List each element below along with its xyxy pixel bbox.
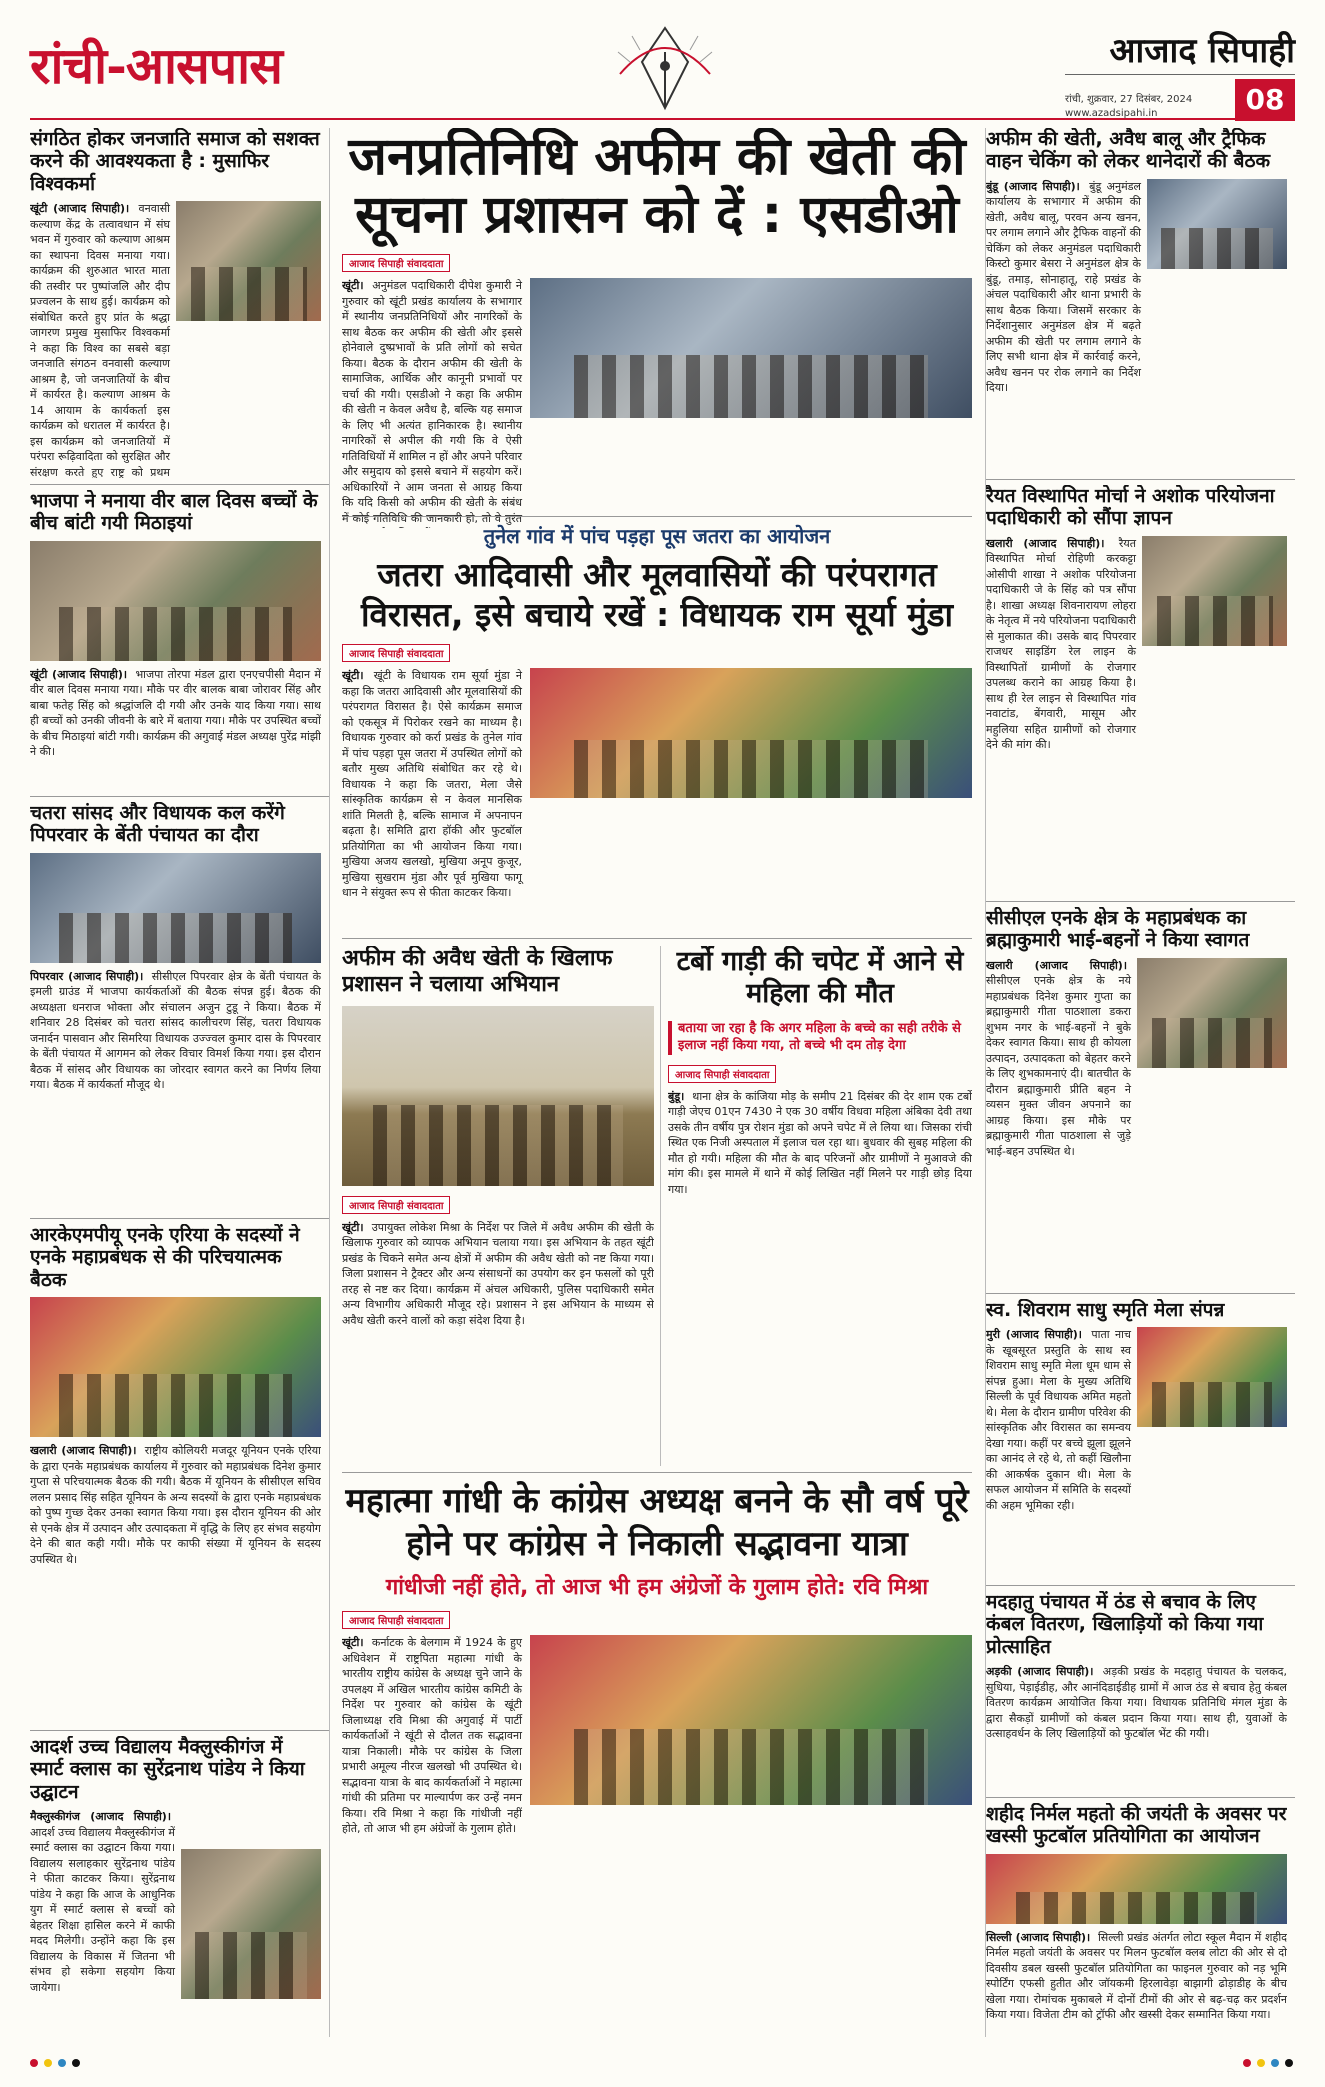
accident-story (668, 946, 972, 1466)
opium-byline: आजाद सिपाही संवाददाता (342, 1196, 450, 1214)
lead-source: खूंटी। (342, 279, 364, 293)
color-dot-icon (30, 2059, 38, 2067)
issue-date: रांची, शुक्रवार, 27 दिसंबर, 2024 (1065, 94, 1193, 105)
accident-headline: टर्बो गाड़ी की चपेट में आने से महिला की मौत (676, 946, 964, 1010)
pen-nib-emblem-icon (610, 22, 720, 114)
jatra-story (342, 522, 972, 932)
story-source: खूंटी (आजाद सिपाही)। (30, 202, 130, 216)
story-body: भाजपा तोरपा मंडल द्वारा एनएचपीसी मैदान में वीर बाल दिवस मनाया गया। मौके पर वीर बालक बाबा जोरावर सिंह और बाबा फतेह सिंह को श्रद्धांजलि दी गयी और उनके याद किया गया। साथ ही बच्चों को उनकी जीवनी के बारे में बताया गया। मौके पर उपस्थित बच्चों के बीच मिठाइयां बांटी गयी। कार्यक्रम की अगुवाई मंडल अध्यक्ष पुरेंद्र मांझी ने की। (30, 667, 321, 759)
print-registration-marks (30, 2053, 1295, 2073)
story-photo (1137, 958, 1287, 1068)
right-column (985, 128, 1295, 2037)
story-photo (30, 1297, 321, 1437)
jatra-byline: आजाद सिपाही संवाददाता (342, 644, 450, 662)
jatra-photo (530, 668, 972, 798)
opium-source: खूंटी। (342, 1220, 364, 1234)
lead-story (342, 128, 972, 528)
story-headline: स्व. शिवराम साधु स्मृति मेला संपन्न (986, 1299, 1225, 1321)
opium-photo (342, 1006, 654, 1186)
opium-story (342, 946, 654, 1466)
story-photo (181, 1849, 321, 1999)
story-source: सिल्ली (आजाद सिपाही)। (986, 1930, 1091, 1944)
story-body: आदर्श उच्च विद्यालय मैक्लुस्कीगंज में स्मार्ट क्लास का उद्घाटन किया गया। विद्यालय सलाहकार सुरेंद्रनाथ पांडेय ने फीता काटकर किया। सुरेंद्रनाथ पांडेय ने कहा कि आज के आधुनिक युग में स्मार्ट क्लास से बच्चों को बेहतर शिक्षा हासिल करने में काफी मदद मिलेगी। उन्होंने कहा कि इस विद्यालय के विकास में जितना भी संभव हो सकेगा सहयोग किया जायेगा। (30, 1825, 175, 1994)
story-chatra-mp (30, 802, 321, 1212)
story-body: बुंडू अनुमंडल कार्यालय के सभागार में अफीम की खेती, अवैध बालू, परवन अन्य खनन, पर लगाम लगाने और ट्रैफिक वाहनों की चेकिंग को लेकर अनुमंडल पदाधिकारी किस्टो कुमार बेसरा ने अनुमंडल क्षेत्र के बुंडू, तमाड़, सोनाहातू, राहे प्रखंड के अंचल पदाधिकारी और थाना प्रभारी के साथ बैठक किया। जिसमें सरकार के निर्देशानुसार अनुमंडल क्षेत्र में बढ़ते अफीम की खेती पर लगाम लगाने के लिए सभी थाना क्षेत्र में कार्रवाई करने, अवैध खनन पर रोक लगाने का निर्देश दिया। (986, 179, 1141, 395)
story-source: बुंडू (आजाद सिपाही)। (986, 179, 1080, 193)
story-veer-bal-diwas (30, 490, 321, 790)
story-photo (1142, 536, 1287, 646)
story-musafir (30, 128, 321, 478)
color-dot-icon (58, 2059, 66, 2067)
color-dot-icon (1271, 2059, 1279, 2067)
story-photo (176, 201, 321, 321)
story-source: मुरी (आजाद सिपाही)। (986, 1328, 1082, 1342)
story-body: अड़की प्रखंड के मदहातु पंचायत के चलकद, सुधिया, पेड़ाईडीह, और आनंदिडाईडीह ग्रामों में आज ठंड से बचाव हेतु कंबल वितरण कार्यक्रम आयोजित किया गया। विधायक प्रतिनिधि मंगल मुंडा के द्वारा सैकड़ों ग्रामीणों को कंबल प्रदान किया गया। साथ ही, युवाओं के उत्साहवर्धन के लिए खिलाड़ियों को फुटबॉल भेंट की गयी। (986, 1665, 1287, 1741)
story-body: वनवासी कल्याण केंद्र के तत्वावधान में संघ भवन में गुरुवार को कल्याण आश्रम का स्थापना दिवस मनाया गया। कार्यक्रम की शुरुआत भारत माता की तस्वीर पर पुष्पांजलि और दीप प्रज्वलन के साथ हुई। कार्यक्रम को संबोधित करते हुए प्रांत के श्रद्धा जागरण प्रमुख मुसाफिर विश्वकर्मा ने कहा कि विश्व का सबसे बड़ा जनजाति संगठन वनवासी कल्याण आश्रम है, जो जनजातियों के बीच में कार्यरत है। कल्याण आश्रम के 14 आयाम के कार्यकर्ता इस कार्यक्रम को धरातल में कार्यरत है। इस कार्यक्रम को जनजातियों में परंपरा रूढ़िवादिता को सुरक्षित और संरक्षण करते हुए राष्ट्र को प्रथम (30, 202, 170, 478)
story-headline: अफीम की खेती, अवैध बालू और ट्रैफिक वाहन चेकिंग को लेकर थानेदारों की बैठक (986, 128, 1271, 173)
jatra-body: खूंटी के विधायक राम सूर्या मुंडा ने कहा कि जतरा आदिवासी और मूलवासियों की परंपरागत विरासत है। ऐसे कार्यक्रम समाज को एकसूत्र में पिरोकर रखने का माध्यम है। विधायक गुरुवार को कर्रा प्रखंड के तुनेल गांव में पांच पड़हा पूस जतरा में उपस्थित लोगों को बतौर मुख्य अतिथि संबोधित कर रहे थे। विधायक ने कहा कि जतरा, मेला जैसे सांस्कृतिक कार्यक्रम से न केवल मानसिक शांति मिलती है, बल्कि सामाज में अपनापन बढ़ता है। समिति द्वारा हॉकी और फुटबॉल प्रतियोगिता का भी आयोजन किया गया। मुखिया अजय खलखो, मुखिया अनूप कुजूर, मुखिया सुखराम मुंडा और पूर्व मुखिया फागू धान ने संयुक्त रूप से फीता काटकर किया। (342, 669, 522, 900)
story-source: मैक्लुस्कीगंज (आजाद सिपाही)। (30, 1810, 171, 1824)
story-thanedar-meeting (986, 128, 1287, 473)
masthead (30, 20, 1295, 120)
story-photo (30, 853, 321, 963)
story-headline: आदर्श उच्च विद्यालय मैक्लुस्कीगंज में स्मार्ट क्लास का सुरेंद्रनाथ पांडेय ने किया उद्घाटन (30, 1736, 305, 1803)
story-headline: रैयत विस्थापित मोर्चा ने अशोक परियोजना पदाधिकारी को सौंपा ज्ञापन (986, 485, 1275, 530)
story-brahmakumari (986, 907, 1287, 1287)
story-source: खलारी (आजाद सिपाही)। (986, 536, 1105, 550)
lead-body: अनुमंडल पदाधिकारी दीपेश कुमारी ने गुरुवार को खूंटी प्रखंड कार्यालय के सभागार में स्थानीय जनप्रतिनिधियों और नागरिकों के साथ बैठक कर अफीम की खेती और इससे होनेवाले दुष्प्रभावों के प्रति लोगों को सचेत किया। बैठक के दौरान अफीम की खेती के सामाजिक, आर्थिक और कानूनी प्रभावों पर चर्चा की गयी। एसडीओ ने कहा कि अफीम की खेती न केवल अवैध है, बल्कि यह समाज के लिए भी अत्यंत हानिकारक है। स्थानीय नागरिकों से अपील की गयी कि वे ऐसी गतिविधियों में शामिल न हों और अपने परिवार और समुदाय को इससे बचाने में सहयोग करें। अधिकारियों ने आम जनता से आग्रह किया कि यदि किसी को अफीम की खेती के संबंध में कोई गतिविधि की जानकारी हो, तो वे तुरंत (342, 279, 523, 525)
center-column (342, 128, 972, 2037)
story-source: खलारी (आजाद सिपाही)। (30, 1444, 137, 1458)
story-smart-class (30, 1736, 321, 2036)
color-dot-icon (1243, 2059, 1251, 2067)
opium-body: उपायुक्त लोकेश मिश्रा के निर्देश पर जिले में अवैध अफीम की खेती के खिलाफ गुरुवार को व्यापक अभियान चलाया गया। इस अभियान के तहत खूंटी प्रखंड के चिकने समेत अन्य क्षेत्रों में अफीम की अवैध खेती को नष्ट किया गया। जिला प्रशासन ने ट्रैक्टर और अन्य संसाधनों का उपयोग कर इन फसलों को पूरी तरह से नष्ट कर दिया। कार्यक्रम में अंचल अधिकारी, पुलिस पदाधिकारी समेत अन्य विभागीय अधिकारी मौजूद रहे। प्रशासन ने इस अभियान के माध्यम से अवैध खेती करने वालों को कड़ा संदेश दिया है। (342, 1220, 654, 1327)
accident-byline: आजाद सिपाही संवाददाता (668, 1065, 776, 1083)
gandhi-byline: आजाद सिपाही संवाददाता (342, 1611, 450, 1629)
jatra-strap: तुनेल गांव में पांच पड़हा पूस जतरा का आयोजन (483, 524, 831, 548)
gandhi-photo (530, 1635, 972, 1805)
left-column (30, 128, 330, 2037)
story-headline: आरकेएमपीयू एनके एरिया के सदस्यों ने एनके महाप्रबंधक से की परिचयात्मक बैठक (30, 1224, 300, 1291)
story-football (986, 1803, 1287, 2038)
story-photo (30, 541, 321, 661)
lead-headline: जनप्रतिनिधि अफीम की खेती की सूचना प्रशासन को दें : एसडीओ (348, 128, 966, 246)
accident-source: बुंडू। (668, 1089, 685, 1103)
color-dot-icon (1285, 2059, 1293, 2067)
lead-byline: आजाद सिपाही संवाददाता (342, 254, 450, 272)
story-raiyat-morcha (986, 485, 1287, 895)
jatra-headline: जतरा आदिवासी और मूलवासियों की परंपरागत विरासत, इसे बचाये रखें : विधायक राम सूर्या मुंडा (360, 555, 954, 634)
paper-name: आजाद सिपाही (1065, 26, 1295, 75)
gandhi-headline: महात्मा गांधी के कांग्रेस अध्यक्ष बनने के सौ वर्ष पूरे होने पर कांग्रेस ने निकाली सद्भावना यात्रा (345, 1481, 969, 1564)
story-body: सीसीएल एनके क्षेत्र के नये महाप्रबंधक दिनेश कुमार गुप्ता का ब्रह्माकुमारी गीता पाठशाला डकरा शुभम नगर के भाई-बहनों ने बुके देकर स्वागत किया। साथ ही कोयला उत्पादन, उत्पादकता को बेहतर करने के लिए शुभकामनाएं दी। बातचीत के दौरान ब्रह्माकुमारी प्रीति बहन ने व्यसन मुक्त जीवन अपनाने का आग्रह किया। इस मौके पर ब्रह्माकुमारी गीता पाठशाला से जुड़े भाई-बहन उपस्थित थे। (986, 974, 1131, 1158)
gandhi-body: कर्नाटक के बेलगाम में 1924 के हुए अधिवेशन में राष्ट्रपिता महात्मा गांधी के भारतीय राष्ट्रीय कांग्रेस के अध्यक्ष चुने जाने के उपलक्ष्य में अखिल भारतीय कांग्रेस कमिटी के निर्देश पर गुरुवार को कांग्रेस के खूंटी जिलाध्यक्ष रवि मिश्रा की अगुवाई में पार्टी कार्यकर्ताओं ने खूंटी से दौलत तक सद्भावना यात्रा निकाली। मौके पर कांग्रेस के जिला प्रभारी अमूल्य नीरज खलखो भी उपस्थित थे। सद्भावना यात्रा के बाद कार्यकर्ताओं ने महात्मा गांधी की प्रतिमा पर माल्यार्पण कर उन्हें नमन किया। रवि मिश्रा ने कहा कि गांधीजी नहीं होते, तो आज भी हम अंग्रेजों के गुलाम होते। (342, 1636, 522, 1835)
jatra-source: खूंटी। (342, 669, 364, 683)
story-body: रैयत विस्थापित मोर्चा रोहिणी करकट्टा ओसीपी शाखा ने अशोक परियोजना पदाधिकारी जे के सिंह को पत्र सौंपा है। शाखा अध्यक्ष शिवनारायण लोहरा के नेतृत्व में नये परियोजना पदाधिकारी से मुलाकात की। उसके बाद पिपरवार राजधर साइडिंग रेल लाइन के विस्थापितों ग्रामीणों के रोजगार उपलब्ध कराने का आग्रह किया है। साथ ही रेल लाइन से विस्थापित गांव नवाटांड, बेंगवारी, मासूम और महुलिया सहित ग्रामीणों को रोजगार देने की मांग की। (986, 536, 1137, 752)
story-headline: चतरा सांसद और विधायक कल करेंगे पिपरवार के बेंती पंचायत का दौरा (30, 802, 285, 847)
gandhi-source: खूंटी। (342, 1636, 364, 1649)
accident-body: थाना क्षेत्र के कांजिया मोड़ के समीप 21 दिसंबर की देर शाम एक टर्बो गाड़ी जेएच 01एन 7430 ने एक 30 वर्षीय विधवा महिला अंबिका देवी तथा उसके तीन वर्षीय पुत्र रोशन मुंडा को अपने चपेट में ले लिया था। जिसका रांची स्थित एक निजी अस्पताल में इलाज चल रहा था। बुधवार की सुबह महिला की मौत हो गयी। महिला की मौत के बाद परिजनों और ग्रामीणों ने मुआवजे की मांग की। इस मामले में थाने में कोई लिखित नहीं मिलने पर गाड़ी छोड़ दिया गया। (668, 1089, 972, 1196)
story-source: खूंटी (आजाद सिपाही)। (30, 667, 128, 681)
color-dot-icon (1257, 2059, 1265, 2067)
story-headline: मदहातु पंचायत में ठंड से बचाव के लिए कंबल वितरण, खिलाड़ियों को किया गया प्रोत्साहित (986, 1591, 1264, 1658)
story-headline: संगठित होकर जनजाति समाज को सशक्त करने की आवश्यकता है : मुसाफिर विश्वकर्मा (30, 128, 320, 195)
story-photo (1137, 1327, 1287, 1427)
section-title: रांची-आसपास (30, 36, 282, 95)
story-body: सीसीएल पिपरवार क्षेत्र के बेंती पंचायत के इमली ग्राउंड में भाजपा कार्यकर्ताओं की बैठक संपन्न हुई। बैठक की अध्यक्षता धनराज भोक्ता और संचालन अजुन टुडू ने किया। बैठक में शनिवार 28 दिसंबर को चतरा सांसद कालीचरण सिंह, चतरा विधायक जनार्दन पासवान और सिमरिया विधायक उज्ज्वल कुमार दास के पिपरवार के बेंती पंचायत में आगमन को लेकर विचार विमर्श किया गया। इस दौरान बैठक में सांसद और विधायक का जोरदार स्वागत करने का निर्णय लिया गया। बैठक में कार्यकर्ता मौजूद थे। (30, 969, 321, 1092)
story-blanket (986, 1591, 1287, 1791)
story-headline: शहीद निर्मल महतो की जयंती के अवसर पर खस्सी फुटबॉल प्रतियोगिता का आयोजन (986, 1803, 1287, 1848)
story-source: पिपरवार (आजाद सिपाही)। (30, 969, 144, 983)
accident-pull-quote: बताया जा रहा है कि अगर महिला के बच्चे का सही तरीके से इलाज नहीं किया गया, तो बच्चे भी दम तोड़ देगा (668, 1021, 972, 1055)
story-body: पाता नाच के खूबसूरत प्रस्तुति के साथ स्व शिवराम साधु स्मृति मेला धूम धाम से संपन्न हुआ। मेला के मुख्य अतिथि सिल्ली के पूर्व विधायक अमित महतो थे। मेला के दौरान ग्रामीण परिवेश की सांस्कृतिक और विरासत का समन्वय देखा गया। कहीं पर बच्चे झूला झूलने का आनंद ले रहे थे, तो कहीं खिलौना की आकर्षक दुकान थी। मेला के सफल आयोजन में समिति के सदस्यों की अहम भूमिका रही। (986, 1328, 1131, 1512)
story-rkmpu (30, 1224, 321, 1724)
website-link[interactable]: www.azadsipahi.in (1065, 108, 1158, 119)
gandhi-strap: गांधीजी नहीं होते, तो आज भी हम अंग्रेजों के गुलाम होते: रवि मिश्रा (385, 1575, 929, 1600)
story-headline: सीसीएल एनके क्षेत्र के महाप्रबंधक का ब्रह्माकुमारी भाई-बहनों ने किया स्वागत (986, 907, 1250, 952)
gandhi-story (342, 1480, 972, 2040)
story-body: सिल्ली प्रखंड अंतर्गत लोटा स्कूल मैदान में शहीद निर्मल महतो जयंती के अवसर पर मिलन फुटबॉल क्लब लोटा की ओर से दो दिवसीय डबल खस्सी फुटबॉल प्रतियोगिता का फाइनल गुरुवार को नड़ भूमि स्पोर्टिंग एफसी हुतीत और जॉयकमी हिरलावेड़ा बाझागी ढोड़ाडीह के बीच खेला गया। रोमांचक मुकाबले में दोनों टीमों की ओर से बढ़-चढ़ कर प्रदर्शन किया गया। विजेता टीम को ट्रॉफी और खस्सी देकर सम्मानित किया गया। (986, 1930, 1287, 2022)
story-mela (986, 1299, 1287, 1579)
story-photo (986, 1854, 1287, 1924)
dateline (1065, 93, 1192, 121)
opium-headline: अफीम की अवैध खेती के खिलाफ प्रशासन ने चलाया अभियान (342, 946, 613, 997)
paper-block (1065, 26, 1295, 121)
story-photo (1147, 179, 1287, 269)
color-dot-icon (72, 2059, 80, 2067)
story-source: खलारी (आजाद सिपाही)। (986, 958, 1127, 972)
lead-photo (530, 278, 972, 418)
story-body: राष्ट्रीय कोलियरी मजदूर यूनियन एनके एरिया के द्वारा एनके महाप्रबंधक कार्यालय में गुरुवार को महाप्रबंधक दिनेश कुमार गुप्ता से परिचयात्मक बैठक की गयी। बैठक में यूनियन के सीसीएल सचिव ललन प्रसाद सिंह सहित यूनियन के अन्य सदस्यों के द्वारा एनके महाप्रबंधक को पुष्प गुच्छ देकर उनका स्वागत किया गया। इस दौरान यूनियन की ओर से एनके क्षेत्र में उत्पादन और उत्पादकता में वृद्धि के लिए हर संभव सहयोग देने की बात कही गयी। मौके पर काफी संख्या में यूनियन के सदस्य उपस्थित थे। (30, 1444, 321, 1566)
story-headline: भाजपा ने मनाया वीर बाल दिवस बच्चों के बीच बांटी गयी मिठाइयां (30, 490, 318, 535)
page-number: 08 (1235, 79, 1295, 121)
color-dot-icon (44, 2059, 52, 2067)
story-source: अड़की (आजाद सिपाही)। (986, 1665, 1094, 1679)
